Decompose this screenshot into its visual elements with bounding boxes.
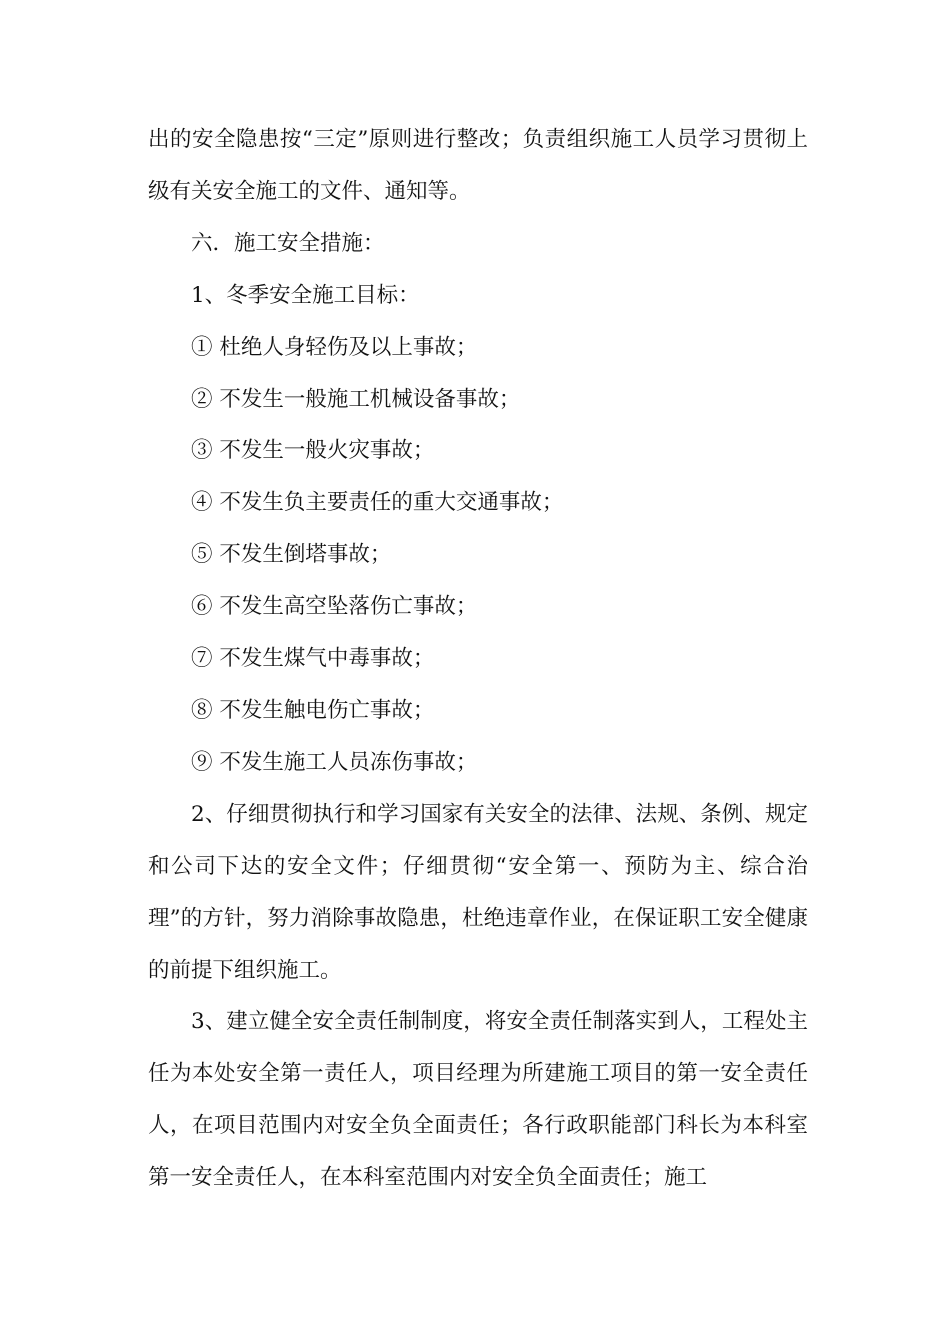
goal-item-2: ② 不发生一般施工机械设备事故； xyxy=(191,386,521,412)
goal-item-7: ⑦ 不发生煤气中毒事故； xyxy=(191,646,435,672)
paragraph-item-3: 3、建立健全安全责任制制度，将安全责任制落实到人，工程处主任为本处安全第一责任人，项目经理为所建施工项目的第一安全责任人，在项目范围内对安全负全面责任；各行政职能部门科长为本科室第一安全责任人，在本科室范围内对安全负全面责任；施工 xyxy=(148,1009,808,1191)
goal-item-1: ① 杜绝人身轻伤及以上事故； xyxy=(191,334,478,360)
goal-item-9: ⑨ 不发生施工人员冻伤事故； xyxy=(191,749,478,775)
subsection-heading: 1、冬季安全施工目标： xyxy=(191,282,420,308)
goal-item-3: ③ 不发生一般火灾事故； xyxy=(191,438,435,464)
goal-item-8: ⑧ 不发生触电伤亡事故； xyxy=(191,697,435,723)
goal-item-4: ④ 不发生负主要责任的重大交通事故； xyxy=(191,490,564,516)
goal-item-6: ⑥ 不发生高空坠落伤亡事故； xyxy=(191,594,478,620)
section-heading: 六．施工安全措施： xyxy=(191,230,385,256)
paragraph-continuation: 出的安全隐患按“三定”原则进行整改；负责组织施工人员学习贯彻上级有关安全施工的文件、通知等。 xyxy=(148,127,808,204)
goal-item-5: ⑤ 不发生倒塔事故； xyxy=(191,542,392,568)
document-body xyxy=(148,114,808,1204)
paragraph-item-2: 2、仔细贯彻执行和学习国家有关安全的法律、法规、条例、规定和公司下达的安全文件；仔细贯彻“安全第一、预防为主、综合治理”的方针，努力消除事故隐患，杜绝违章作业，在保证职工安全健康的前提下组织施工。 xyxy=(148,801,808,983)
